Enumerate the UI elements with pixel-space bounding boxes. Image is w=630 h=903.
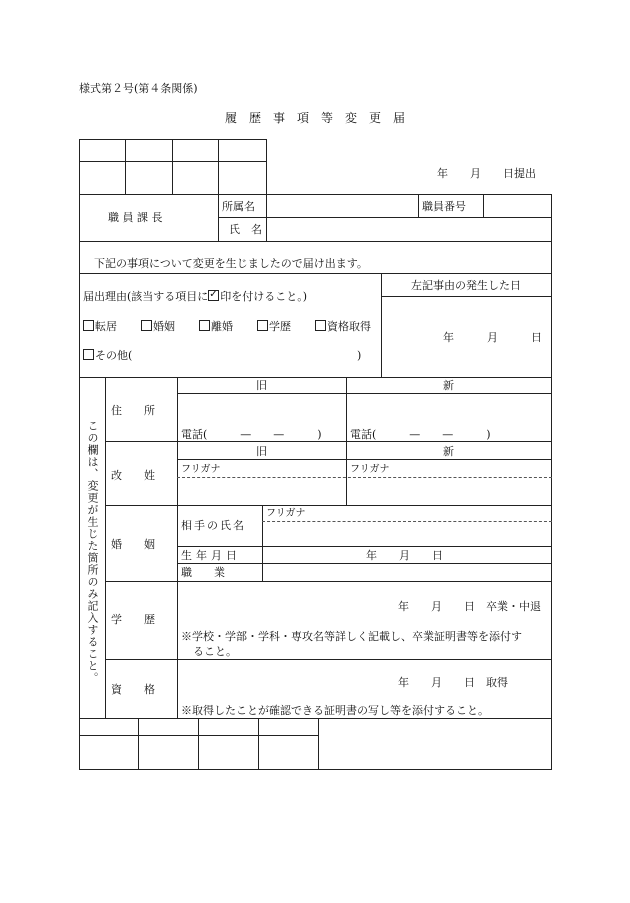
qualification-date: 年 月 日 取得 [398, 676, 508, 689]
surname-new-header: 新 [443, 445, 454, 458]
reason-other-close: ) [357, 349, 362, 362]
checkbox-icon[interactable] [83, 320, 94, 331]
form-title: 履 歴 事 項 等 変 更 届 [225, 111, 406, 125]
address-old-phone: 電話( — — ) [181, 428, 322, 441]
occurrence-date: 年 月 日 [443, 331, 542, 344]
address-new-header: 新 [443, 379, 454, 392]
surname-old-furigana: フリガナ [181, 464, 221, 475]
reason-option-marriage[interactable]: 婚姻 [141, 320, 175, 333]
reason-option-other[interactable]: その他( [83, 349, 132, 362]
submission-date: 年 月 日提出 [437, 167, 536, 180]
name-field[interactable] [268, 219, 550, 239]
education-note-2: ること。 [193, 645, 237, 658]
address-new-phone: 電話( — — ) [350, 428, 491, 441]
dob-value: 年 月 日 [366, 549, 443, 562]
address-label: 住 所 [111, 404, 155, 417]
reason-option-moving[interactable]: 転居 [83, 320, 117, 333]
checkbox-icon[interactable] [141, 320, 152, 331]
staff-number-field[interactable] [485, 196, 550, 216]
education-date: 年 月 日 卒業・中退 [398, 600, 541, 613]
affiliation-field[interactable] [268, 196, 416, 216]
education-note-1: ※学校・学部・学科・専攻名等詳しく記載し、卒業証明書等を添付す [181, 630, 522, 643]
qualification-label: 資 格 [111, 683, 155, 696]
marriage-label: 婚 姻 [111, 538, 155, 551]
checkbox-icon[interactable] [199, 320, 210, 331]
name-label: 氏 名 [229, 223, 262, 236]
side-note: この欄は、変更が生じた箇所のみ記入すること。 [86, 420, 99, 684]
affiliation-label: 所属名 [222, 200, 255, 213]
surname-old-header: 旧 [256, 445, 267, 458]
checkbox-icon[interactable] [257, 320, 268, 331]
occurrence-header: 左記事由の発生した日 [411, 279, 521, 292]
reason-prompt: 届出理由(該当する項目に✓ 印を付けること。) [83, 290, 307, 303]
checkbox-icon[interactable] [83, 349, 94, 360]
checkbox-icon[interactable] [315, 320, 326, 331]
approver-label: 職 員 課 長 [108, 211, 163, 224]
reason-option-qualification[interactable]: 資格取得 [315, 320, 371, 333]
form-number: 様式第２号(第４条関係) [79, 82, 198, 95]
education-label: 学 歴 [111, 613, 155, 626]
qualification-note: ※取得したことが確認できる証明書の写し等を添付すること。 [181, 704, 489, 717]
dob-label: 生年月日 [181, 549, 241, 562]
reason-option-education[interactable]: 学歴 [257, 320, 291, 333]
staff-number-label: 職員番号 [422, 200, 466, 213]
intro-text: 下記の事項について変更を生じましたので届け出ます。 [94, 257, 368, 270]
surname-label: 改 姓 [111, 469, 155, 482]
occupation-label: 職 業 [181, 566, 225, 579]
check-mark-icon [208, 290, 219, 301]
surname-new-furigana: フリガナ [350, 464, 390, 475]
partner-name-label: 相手の氏名 [181, 519, 246, 532]
partner-furigana: フリガナ [266, 508, 306, 519]
reason-option-divorce[interactable]: 離婚 [199, 320, 233, 333]
address-old-header: 旧 [256, 379, 267, 392]
